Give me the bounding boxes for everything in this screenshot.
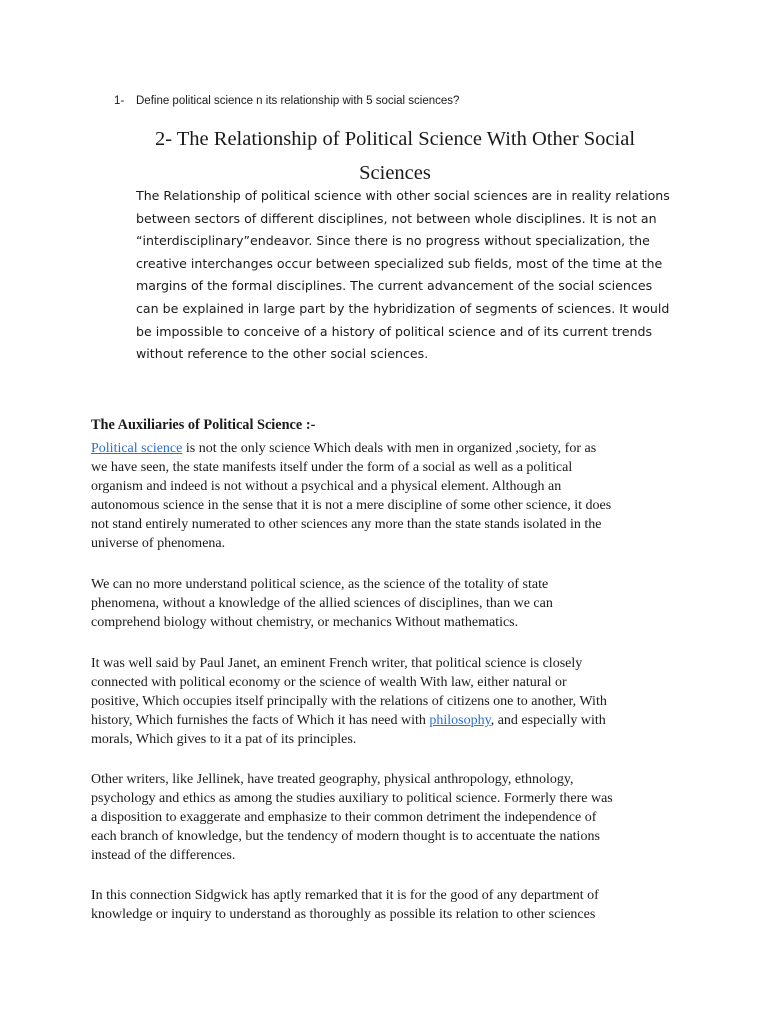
section-heading-line-2: Sciences (359, 162, 431, 184)
intro-line: without reference to the other social sciences. (136, 346, 429, 362)
paragraph-text: history, Which furnishes the facts of Which it has need with (91, 713, 430, 728)
paragraph-line: phenomena, without a knowledge of the allied sciences of disciplines, than we can (91, 596, 553, 611)
question-number: 1- (114, 95, 125, 107)
paragraph-line: autonomous science in the sense that it is not a mere discipline of some other science, it does (91, 498, 612, 513)
paragraph-line: morals, Which gives to it a pat of its principles. (91, 732, 357, 747)
paragraph-line: psychology and ethics as among the studies auxiliary to political science. Formerly there was (91, 791, 613, 806)
paragraph-line: In this connection Sidgwick has aptly remarked that it is for the good of any department of (91, 888, 599, 903)
intro-line: creative interchanges occur between specialized sub fields, most of the time at the (136, 255, 663, 271)
paragraph-text: , and especially with (490, 713, 606, 728)
intro-line: be impossible to conceive of a history of political science and of its current trends (136, 323, 653, 339)
paragraph-line: each branch of knowledge, but the tendency of modern thought is to accentuate the nations (91, 829, 600, 844)
paragraph-line: It was well said by Paul Janet, an eminent French writer, that political science is closely (91, 656, 583, 671)
paragraph-line: We can no more understand political science, as the science of the totality of state (91, 577, 549, 592)
intro-line: The Relationship of political science with other social sciences are in reality relations (136, 188, 670, 203)
paragraph-2 (91, 575, 671, 632)
intro-paragraph (136, 185, 684, 366)
philosophy-link[interactable]: philosophy (429, 713, 491, 728)
paragraph-line: connected with political economy or the science of wealth With law, either natural or (91, 675, 567, 690)
paragraph-line: a disposition to exaggerate and emphasize to their common detriment the independence of (91, 810, 597, 825)
political-science-link[interactable]: Political science (91, 441, 183, 456)
question-line (114, 95, 459, 107)
paragraph-4 (91, 770, 671, 865)
intro-line: “interdisciplinary”endeavor. Since there is no progress without specialization, the (136, 233, 650, 249)
paragraph-line: positive, Which occupies itself principally with the relations of citizens one to another, With (91, 694, 607, 709)
paragraph-line: knowledge or inquiry to understand as thoroughly as possible its relation to other sciences (91, 907, 596, 922)
paragraph-line (91, 439, 671, 458)
intro-line: can be explained in large part by the hybridization of segments of sciences. It would (136, 300, 670, 316)
intro-line: between sectors of different disciplines, not between whole disciplines. It is not an (136, 210, 657, 226)
paragraph-text: is not the only science Which deals with men in organized ,society, for as (182, 441, 597, 456)
paragraph-line (91, 711, 671, 730)
paragraph-line: comprehend biology without chemistry, or mechanics Without mathematics. (91, 615, 519, 630)
section-heading (100, 122, 690, 190)
paragraph-3 (91, 654, 671, 749)
paragraph-line: organism and indeed is not without a psychical and a physical element. Although an (91, 479, 562, 494)
paragraph-5 (91, 886, 671, 924)
intro-line: margins of the formal disciplines. The current advancement of the social sciences (136, 278, 653, 294)
paragraph-line: not stand entirely numerated to other sciences any more than the state stands isolated in the (91, 517, 602, 532)
paragraph-1 (91, 439, 671, 553)
section-heading-line-1: 2- The Relationship of Political Science With Other Social (154, 128, 636, 150)
subheading: The Auxiliaries of Political Science :- (91, 417, 316, 433)
paragraph-line: Other writers, like Jellinek, have treated geography, physical anthropology, ethnology, (91, 772, 574, 787)
paragraph-line: we have seen, the state manifests itself under the form of a social as well as a political (91, 460, 573, 475)
paragraph-line: instead of the differences. (91, 848, 236, 863)
paragraph-line: universe of phenomena. (91, 536, 226, 551)
question-text: Define political science n its relationship with 5 social sciences? (136, 95, 460, 107)
